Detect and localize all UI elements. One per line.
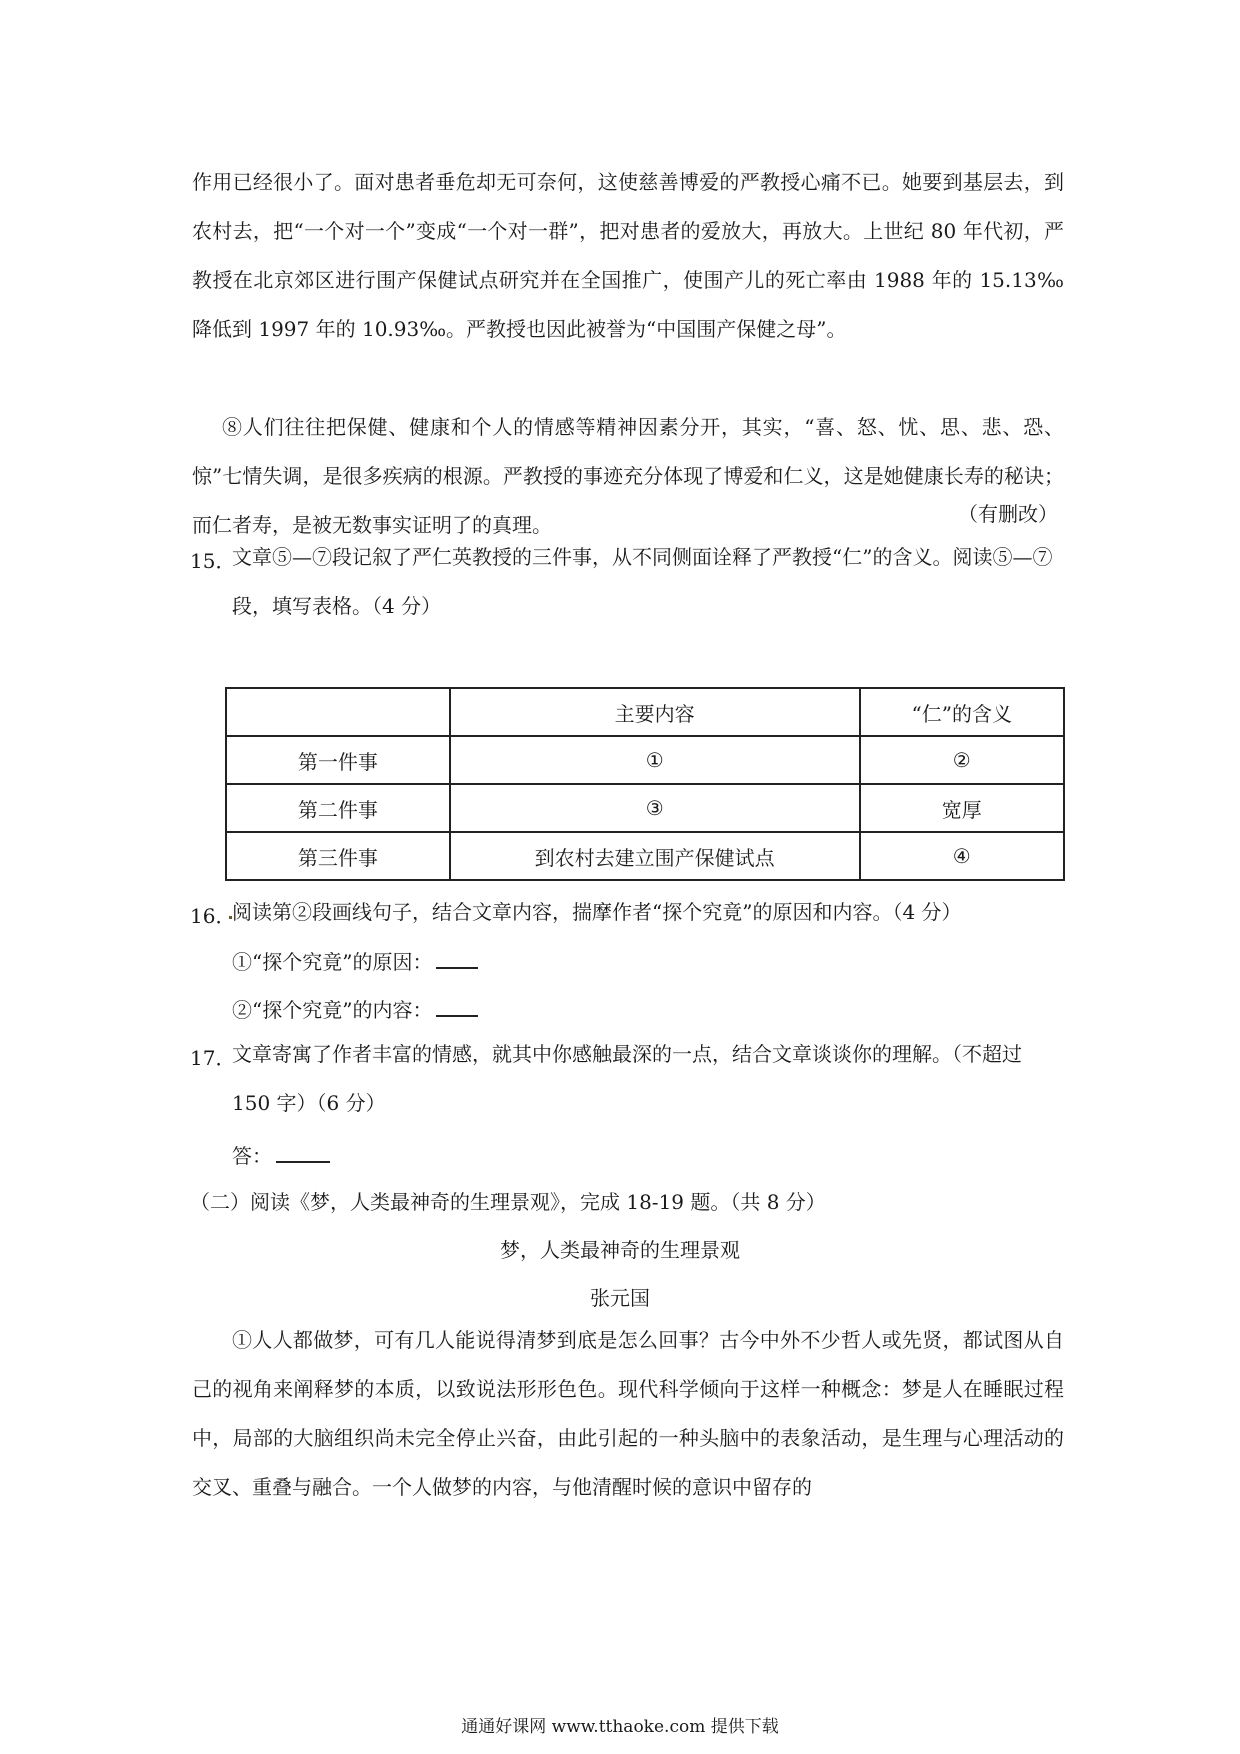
question-17-answer — [232, 1140, 330, 1169]
table-cell[interactable]: ③ — [450, 784, 860, 832]
section-2-intro: （二）阅读《梦，人类最神奇的生理景观》，完成 18-19 题。（共 8 分） — [190, 1190, 826, 1214]
table-row — [226, 784, 1064, 832]
answer-blank-2[interactable] — [436, 997, 478, 1017]
table-cell: 第一件事 — [226, 736, 450, 784]
question-16-text: 阅读第②段画线句子，结合文章内容，揣摩作者“探个究竟”的原因和内容。（4 分） — [232, 900, 962, 924]
edit-note: （有删改） — [958, 502, 1058, 526]
question-17-number: 17． — [190, 1046, 236, 1070]
table-cell: 到农村去建立围产保健试点 — [450, 832, 860, 880]
table-header-cell — [226, 688, 450, 736]
page-footer: 通通好课网 www.tthaoke.com 提供下载 — [461, 1717, 779, 1737]
table-cell: 第二件事 — [226, 784, 450, 832]
question-15-number: 15． — [190, 549, 236, 573]
answer-table — [225, 687, 1065, 881]
question-16-number: 16． — [190, 904, 236, 928]
table-row — [226, 832, 1064, 880]
table-header-cell: “仁”的含义 — [860, 688, 1064, 736]
item-2-label: ②“探个究竟”的内容： — [232, 998, 433, 1022]
table-header-cell: 主要内容 — [450, 688, 860, 736]
table-cell[interactable]: ① — [450, 736, 860, 784]
answer-label: 答： — [232, 1144, 272, 1168]
table-row — [226, 736, 1064, 784]
answer-blank-3[interactable] — [276, 1143, 330, 1163]
article-paragraph-1: ①人人都做梦，可有几人能说得清梦到底是怎么回事？古今中外不少哲人或先贤，都试图从自己的视角来阐释梦的本质，以致说法形形色色。现代科学倾向于这样一种概念：梦是人在睡眠过程中，局部的大脑组织尚未完全停止兴奋，由此引起的一种头脑中的表象活动，是生理与心理活动的交叉、重叠与融合。一个人做梦的内容，与他清醒时候的意识中留存的 — [192, 1328, 1064, 1499]
item-1-label: ①“探个究竟”的原因： — [232, 950, 433, 974]
article-title: 梦，人类最神奇的生理景观 — [500, 1238, 740, 1262]
passage-paragraph-7-tail: 作用已经很小了。面对患者垂危却无可奈何，这使慈善博爱的严教授心痛不已。她要到基层去，到农村去，把“一个对一个”变成“一个对一群”，把对患者的爱放大，再放大。上世纪 80 年代初，严教授在北京郊区进行围产保健试点研究并在全国推广，使围产儿的死亡率由 1988 年的 15.13‰降低到 1997 年的 10.93‰。严教授也因此被誉为“中国围产保健之母”。 — [192, 170, 1064, 341]
answer-blank-1[interactable] — [436, 949, 478, 969]
table-cell: 第三件事 — [226, 832, 450, 880]
table-cell[interactable]: ② — [860, 736, 1064, 784]
question-17-text: 文章寄寓了作者丰富的情感，就其中你感触最深的一点，结合文章谈谈你的理解。（不超过 150 字）（6 分） — [232, 1042, 1022, 1115]
table-cell[interactable]: ④ — [860, 832, 1064, 880]
article-author: 张元国 — [590, 1286, 650, 1310]
question-16-item-1 — [232, 946, 478, 975]
question-15-text: 文章⑤—⑦段记叙了严仁英教授的三件事，从不同侧面诠释了严教授“仁”的含义。阅读⑤—⑦段，填写表格。（4 分） — [232, 545, 1053, 618]
table-cell: 宽厚 — [860, 784, 1064, 832]
question-16-item-2 — [232, 994, 478, 1023]
passage-paragraph-8: ⑧人们往往把保健、健康和个人的情感等精神因素分开，其实，“喜、怒、忧、思、悲、恐、惊”七情失调，是很多疾病的根源。严教授的事迹充分体现了博爱和仁义，这是她健康长寿的秘诀；而仁者寿，是被无数事实证明了的真理。 — [192, 415, 1064, 537]
table-header-row — [226, 688, 1064, 736]
